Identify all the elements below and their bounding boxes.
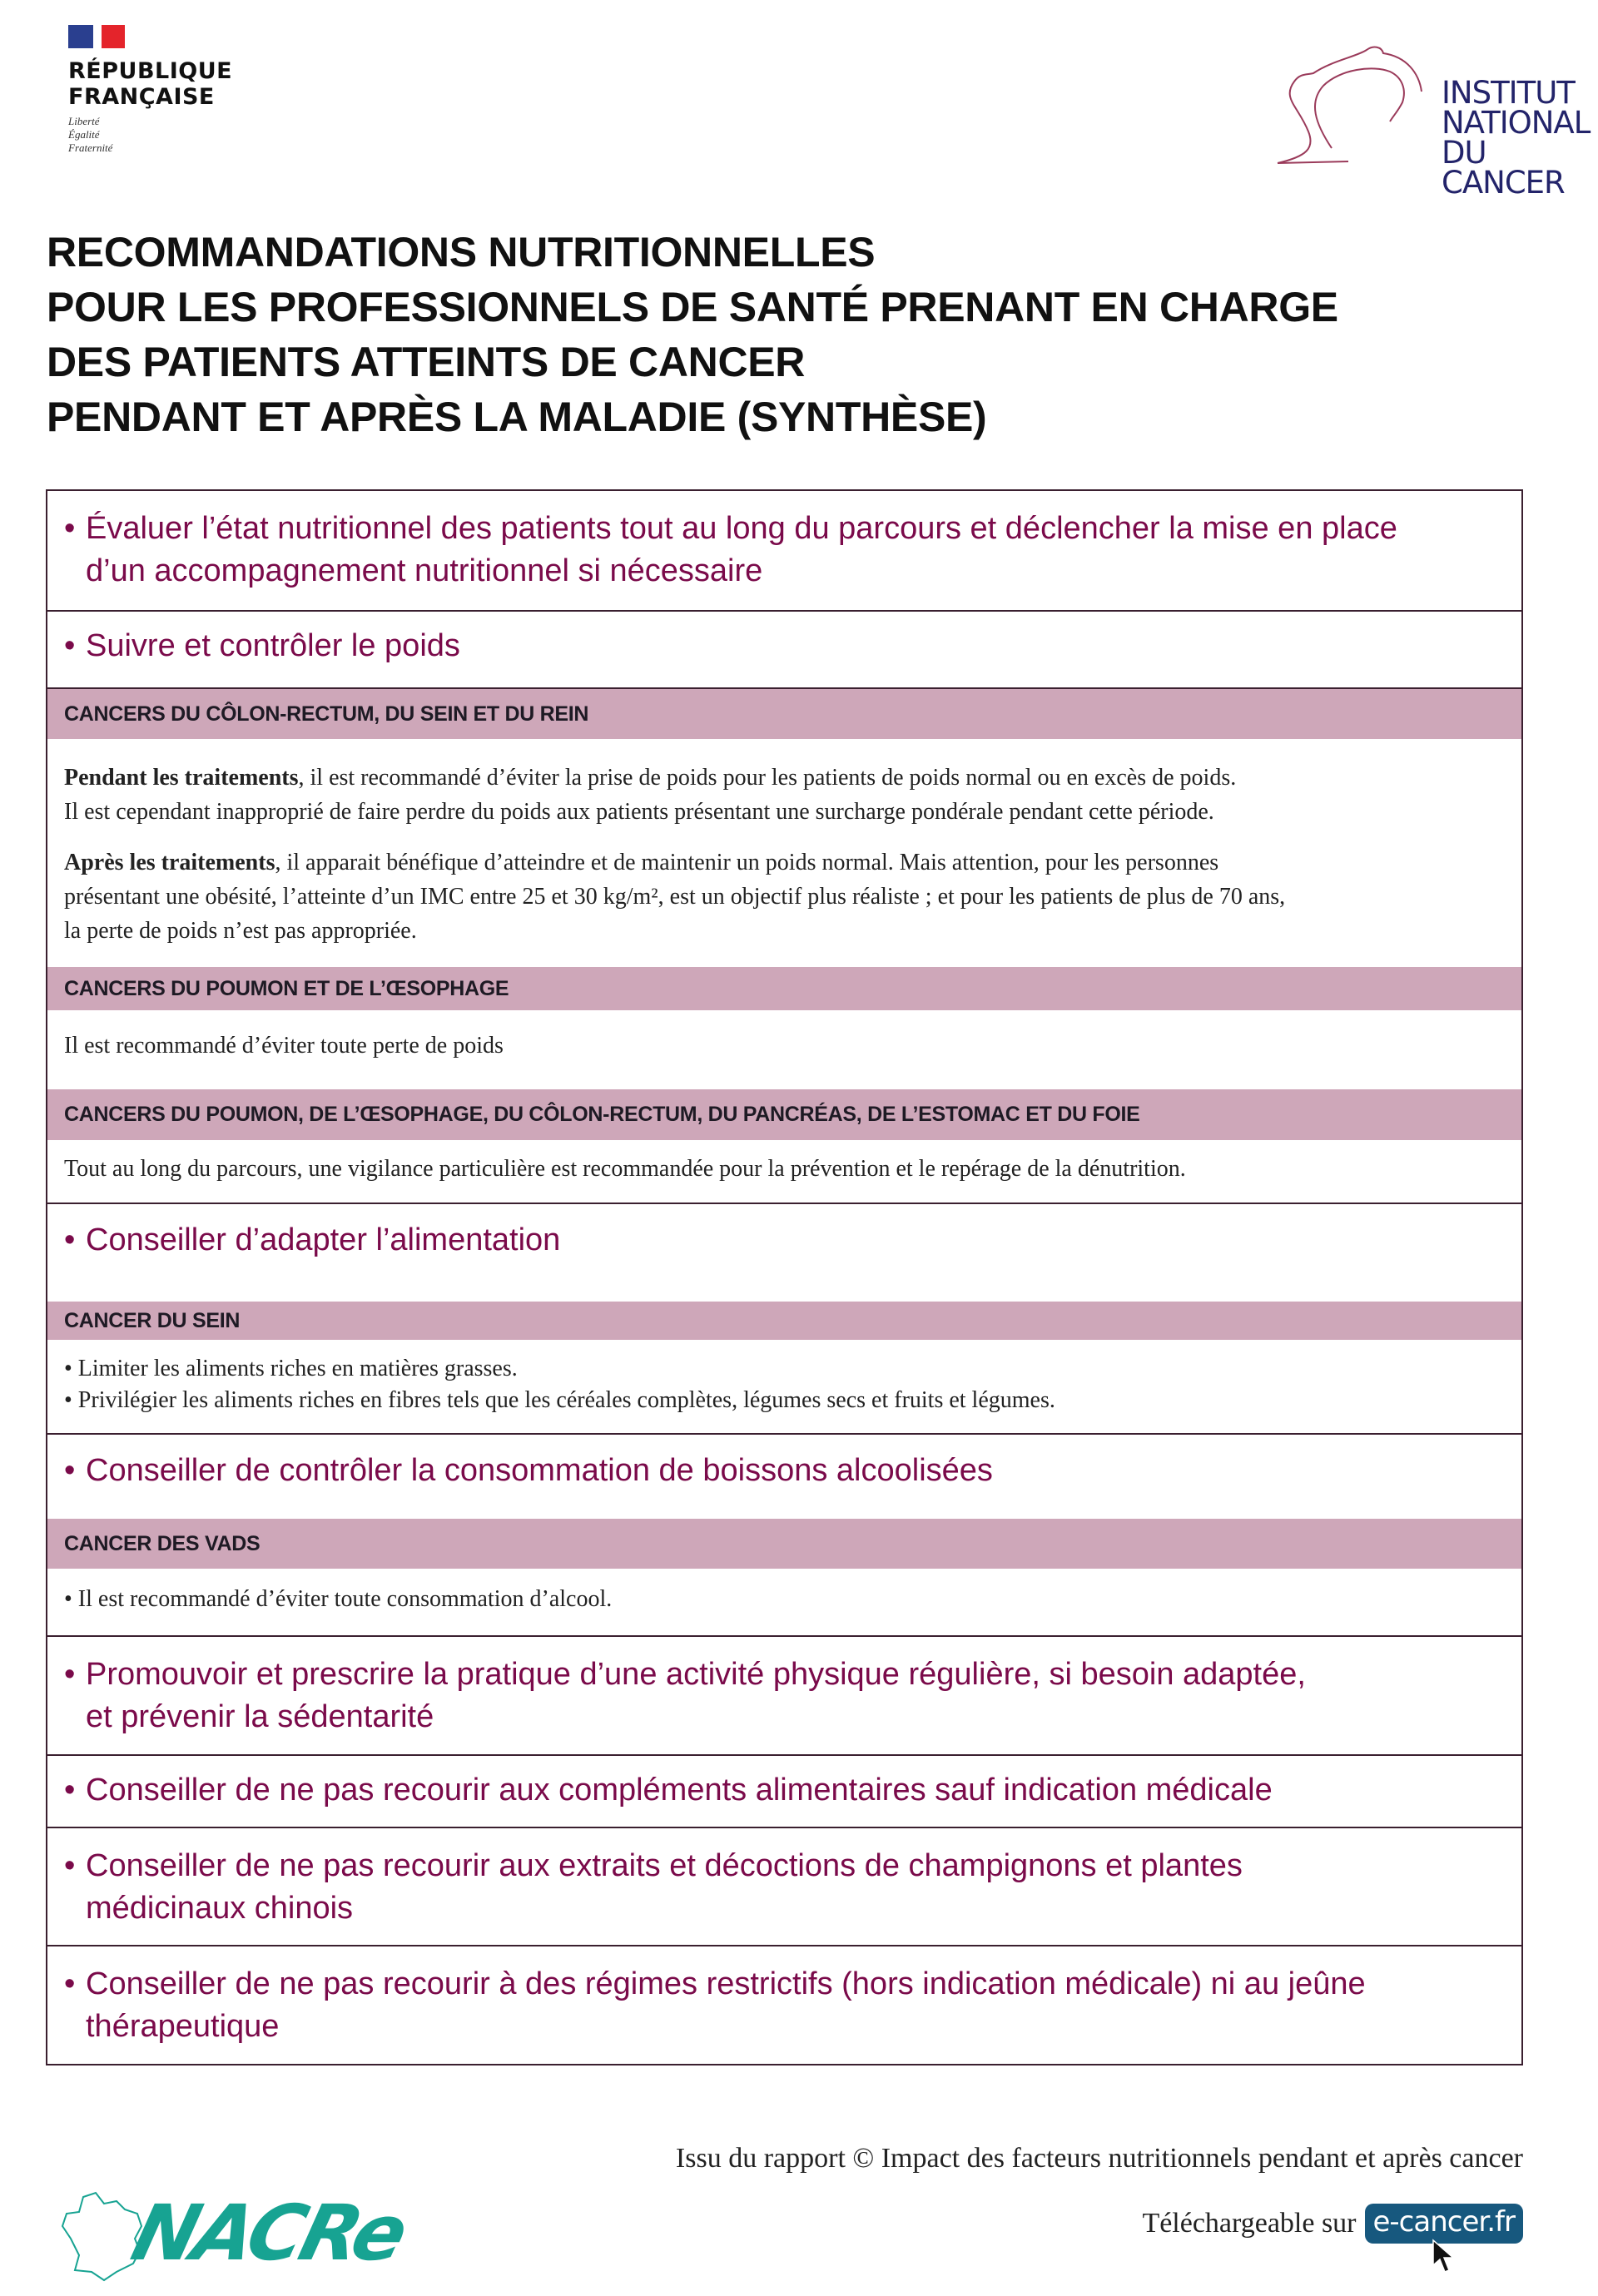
e-cancer-link[interactable]: e-cancer.fr	[1365, 2204, 1524, 2244]
bullet-icon: •	[64, 1966, 76, 2001]
recommendation-line: d’un accompagnement nutritionnel si nécessaire	[86, 553, 763, 588]
body-text: la perte de poids n’est pas appropriée.	[64, 918, 417, 944]
recommendation-plantes-chinoises	[47, 1828, 1521, 1946]
recommendation-line: et prévenir la sédentarité	[86, 1699, 434, 1734]
recommendation-line: Conseiller de ne pas recourir à des régimes restrictifs (hors indication médicale) ni au jeûne	[86, 1966, 1366, 2001]
section-body-cancer-sein	[47, 1340, 1521, 1435]
inca-figure-icon	[1248, 23, 1448, 173]
recommendation-regimes-restrictifs	[47, 1946, 1521, 2064]
rf-name-line2: FRANÇAISE	[68, 84, 215, 110]
recommendation-activite-physique	[47, 1637, 1521, 1756]
inca-line2: NATIONAL	[1442, 105, 1591, 141]
institut-national-du-cancer-logo	[1248, 23, 1591, 201]
republique-francaise-logo	[68, 25, 251, 155]
recommendations-table	[46, 489, 1523, 2065]
bold-lead: Après les traitements	[64, 850, 275, 875]
source-citation: Issu du rapport © Impact des facteurs nutritionnels pendant et après cancer	[675, 2143, 1523, 2174]
rf-motto-egalite: Égalité	[68, 128, 100, 141]
body-text: Tout au long du parcours, une vigilance particulière est recommandée pour la prévention et le repérage de la dénutrition.	[64, 1156, 1186, 1182]
recommendation-line: Suivre et contrôler le poids	[86, 628, 460, 663]
nacre-wordmark: NACRe	[123, 2189, 414, 2278]
body-text: Il est cependant inapproprié de faire perdre du poids aux patients présentant une surcharge pondérale pendant cette période.	[64, 799, 1214, 825]
recommendation-line: Conseiller de ne pas recourir aux extraits et décoctions de champignons et plantes	[86, 1848, 1243, 1883]
recommendation-line: Évaluer l’état nutritionnel des patients tout au long du parcours et déclencher la mise en place	[86, 511, 1397, 546]
title-line: RECOMMANDATIONS NUTRITIONNELLES	[47, 229, 876, 275]
recommendation-line: Promouvoir et prescrire la pratique d’une activité physique régulière, si besoin adaptée,	[86, 1657, 1306, 1692]
title-line: PENDANT ET APRÈS LA MALADIE (SYNTHÈSE)	[47, 394, 987, 440]
rf-motto-liberte: Liberté	[68, 115, 100, 127]
rf-name-line1: RÉPUBLIQUE	[68, 58, 233, 84]
section-header-label: CANCERS DU CÔLON-RECTUM, DU SEIN ET DU REIN	[64, 702, 589, 726]
body-text: , il est recommandé d’éviter la prise de poids pour les patients de poids normal ou en excès de poids.	[298, 765, 1237, 791]
title-line: DES PATIENTS ATTEINTS DE CANCER	[47, 339, 806, 385]
section-header-vads	[47, 1519, 1521, 1569]
mouse-cursor-icon	[1432, 2239, 1457, 2275]
bullet-icon: •	[64, 1848, 76, 1883]
section-header-label: CANCERS DU POUMON, DE L’ŒSOPHAGE, DU CÔLON-RECTUM, DU PANCRÉAS, DE L’ESTOMAC ET DU FOIE	[64, 1103, 1140, 1126]
body-paragraph-pendant	[64, 761, 1505, 795]
rf-motto-fraternite: Fraternité	[68, 141, 113, 154]
section-body-poumon-oesophage	[47, 1010, 1521, 1089]
bullet-icon: •	[64, 628, 76, 663]
download-label: Téléchargeable sur	[1142, 2208, 1357, 2239]
section-body-colon-sein-rein	[47, 739, 1521, 967]
section-header-cancer-sein	[47, 1302, 1521, 1340]
marianne-flag-icon	[68, 25, 251, 48]
bullet-icon: •	[64, 511, 76, 546]
download-line	[1142, 2204, 1523, 2244]
inca-line1: INSTITUT	[1442, 75, 1575, 111]
section-header-colon-sein-rein	[47, 689, 1521, 739]
recommendation-line: Conseiller de contrôler la consommation de boissons alcoolisées	[86, 1453, 993, 1488]
recommendation-complements	[47, 1756, 1521, 1828]
recommendation-line: thérapeutique	[86, 2009, 280, 2044]
bullet-icon: •	[64, 1222, 76, 1257]
section-body-vads	[47, 1569, 1521, 1637]
body-bullet: • Limiter les aliments riches en matières grasses.	[64, 1356, 518, 1381]
inca-line3: DU CANCER	[1442, 135, 1565, 201]
recommendation-adapter-alimentation	[47, 1204, 1521, 1302]
bold-lead: Pendant les traitements	[64, 765, 299, 791]
recommendation-suivre-poids	[47, 612, 1521, 689]
title-line: POUR LES PROFESSIONNELS DE SANTÉ PRENANT EN CHARGE	[47, 284, 1338, 330]
recommendation-evaluer	[47, 491, 1521, 612]
bullet-icon: •	[64, 1453, 76, 1488]
section-body-digestif	[47, 1140, 1521, 1204]
page-title	[47, 225, 1338, 444]
body-text: Il est recommandé d’éviter toute perte de poids	[64, 1033, 504, 1059]
body-text: présentant une obésité, l’atteinte d’un IMC entre 25 et 30 kg/m², est un objectif plus réaliste ; et pour les patients de plus de 70 ans,	[64, 884, 1286, 910]
recommendation-line: Conseiller d’adapter l’alimentation	[86, 1222, 561, 1257]
section-header-label: CANCER DES VADS	[64, 1531, 261, 1555]
section-header-label: CANCERS DU POUMON ET DE L’ŒSOPHAGE	[64, 976, 509, 1000]
nacre-logo	[58, 2189, 414, 2289]
section-header-poumon-oesophage	[47, 967, 1521, 1010]
recommendation-alcool	[47, 1435, 1521, 1519]
body-bullet: • Il est recommandé d’éviter toute consommation d’alcool.	[64, 1586, 613, 1612]
recommendation-line: médicinaux chinois	[86, 1891, 354, 1926]
body-paragraph-apres	[64, 846, 1505, 880]
section-header-label: CANCER DU SEIN	[64, 1308, 241, 1332]
body-text: , il apparait bénéfique d’atteindre et de maintenir un poids normal. Mais attention, pour les personnes	[275, 850, 1219, 875]
recommendation-line: Conseiller de ne pas recourir aux compléments alimentaires sauf indication médicale	[86, 1773, 1273, 1808]
section-header-digestif	[47, 1089, 1521, 1140]
bullet-icon: •	[64, 1657, 76, 1692]
bullet-icon: •	[64, 1773, 76, 1808]
body-bullet: • Privilégier les aliments riches en fibres tels que les céréales complètes, légumes secs et fruits et légumes.	[64, 1387, 1055, 1413]
